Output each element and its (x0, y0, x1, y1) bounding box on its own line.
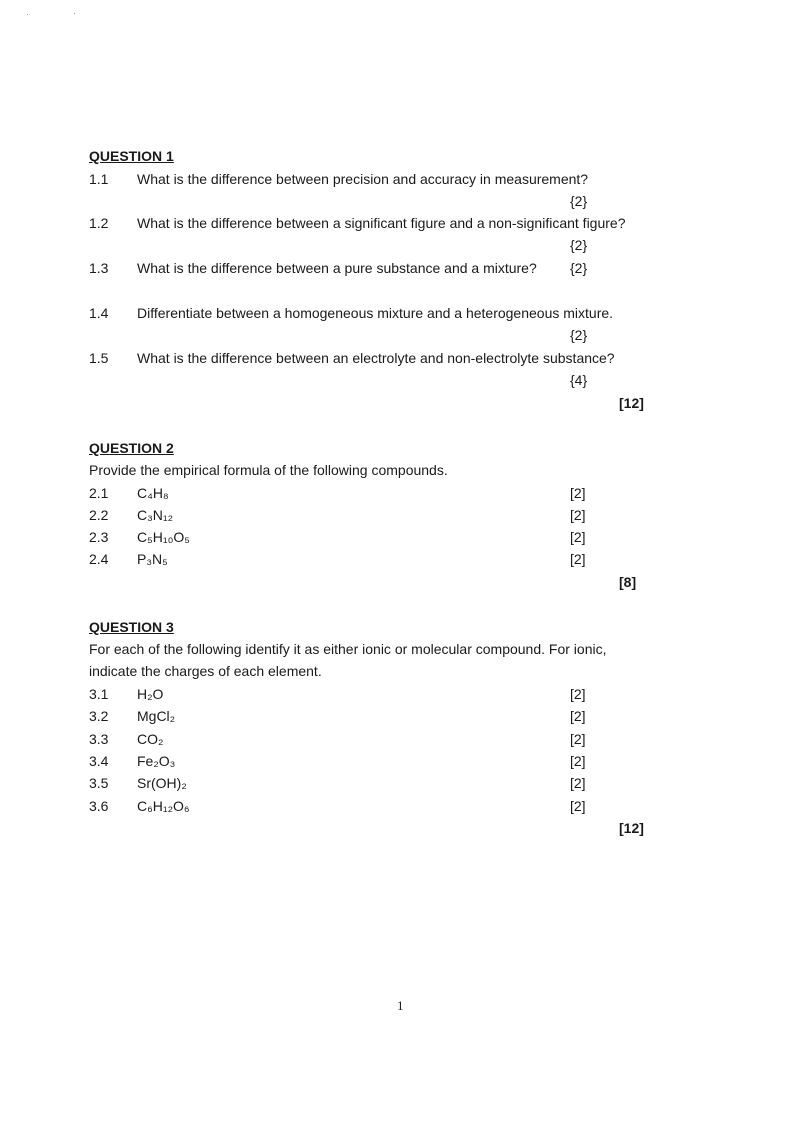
question-3-4-marks: [2] (570, 753, 586, 769)
question-3-2-marks: [2] (570, 708, 586, 724)
question-1-2-text: What is the difference between a significant figure and a non-significant figure? (137, 215, 626, 231)
page-number: 1 (397, 998, 404, 1013)
question-1-4-text: Differentiate between a homogeneous mixture and a heterogeneous mixture. (137, 305, 614, 321)
question-3-3-number: 3.3 (89, 731, 109, 747)
question-3-6-number: 3.6 (89, 798, 109, 814)
question-3-4-number: 3.4 (89, 753, 109, 769)
question-2-1-formula: C₄H₈ (137, 485, 169, 501)
question-2-3-number: 2.3 (89, 529, 109, 545)
question-2-title: QUESTION 2 (89, 440, 174, 456)
question-3-title: QUESTION 3 (89, 619, 174, 635)
question-2-4-formula: P₃N₅ (137, 551, 168, 567)
question-1-title: QUESTION 1 (89, 148, 174, 164)
question-2-4-marks: [2] (570, 551, 586, 567)
question-3-6-formula: C₆H₁₂O₆ (137, 798, 190, 814)
question-1-2-number: 1.2 (89, 215, 109, 231)
question-1-3-marks: {2} (570, 260, 588, 276)
question-2-3-formula: C₅H₁₀O₅ (137, 529, 190, 545)
question-3-2-formula: MgCl₂ (137, 708, 176, 724)
question-1-total: [12] (619, 395, 644, 411)
question-1-2-marks: {2} (570, 237, 588, 253)
question-3-4-formula: Fe₂O₃ (137, 753, 176, 769)
question-2-2-marks: [2] (570, 507, 586, 523)
question-2-instruction: Provide the empirical formula of the following compounds. (89, 462, 448, 478)
question-2-2-number: 2.2 (89, 507, 109, 523)
question-3-5-marks: [2] (570, 775, 586, 791)
question-1-5-number: 1.5 (89, 350, 109, 366)
question-3-5-number: 3.5 (89, 775, 109, 791)
question-1-4-marks: {2} (570, 327, 588, 343)
scan-speck (74, 13, 75, 14)
question-3-1-number: 3.1 (89, 686, 109, 702)
scan-speck (27, 14, 28, 15)
question-3-instruction-line-2: indicate the charges of each element. (89, 663, 322, 679)
question-3-3-formula: CO₂ (137, 731, 164, 747)
question-1-4-number: 1.4 (89, 305, 109, 321)
question-3-1-formula: H₂O (137, 686, 164, 702)
question-2-4-number: 2.4 (89, 551, 109, 567)
question-2-total: [8] (619, 574, 637, 590)
question-2-1-number: 2.1 (89, 485, 109, 501)
question-3-6-marks: [2] (570, 798, 586, 814)
question-3-1-marks: [2] (570, 686, 586, 702)
question-3-2-number: 3.2 (89, 708, 109, 724)
question-3-3-marks: [2] (570, 731, 586, 747)
question-3-5-formula: Sr(OH)₂ (137, 775, 187, 791)
question-1-1-marks: {2} (570, 193, 588, 209)
question-2-3-marks: [2] (570, 529, 586, 545)
question-1-3-number: 1.3 (89, 260, 109, 276)
question-3-instruction-line-1: For each of the following identify it as either ionic or molecular compound. For ionic, (89, 641, 607, 657)
question-2-2-formula: C₃N₁₂ (137, 507, 174, 523)
question-1-5-text: What is the difference between an electrolyte and non-electrolyte substance? (137, 350, 615, 366)
question-1-3-text: What is the difference between a pure substance and a mixture? (137, 260, 537, 276)
question-2-1-marks: [2] (570, 485, 586, 501)
question-1-5-marks: {4} (570, 372, 588, 388)
question-1-1-number: 1.1 (89, 171, 109, 187)
question-3-total: [12] (619, 820, 644, 836)
question-1-1-text: What is the difference between precision and accuracy in measurement? (137, 171, 589, 187)
